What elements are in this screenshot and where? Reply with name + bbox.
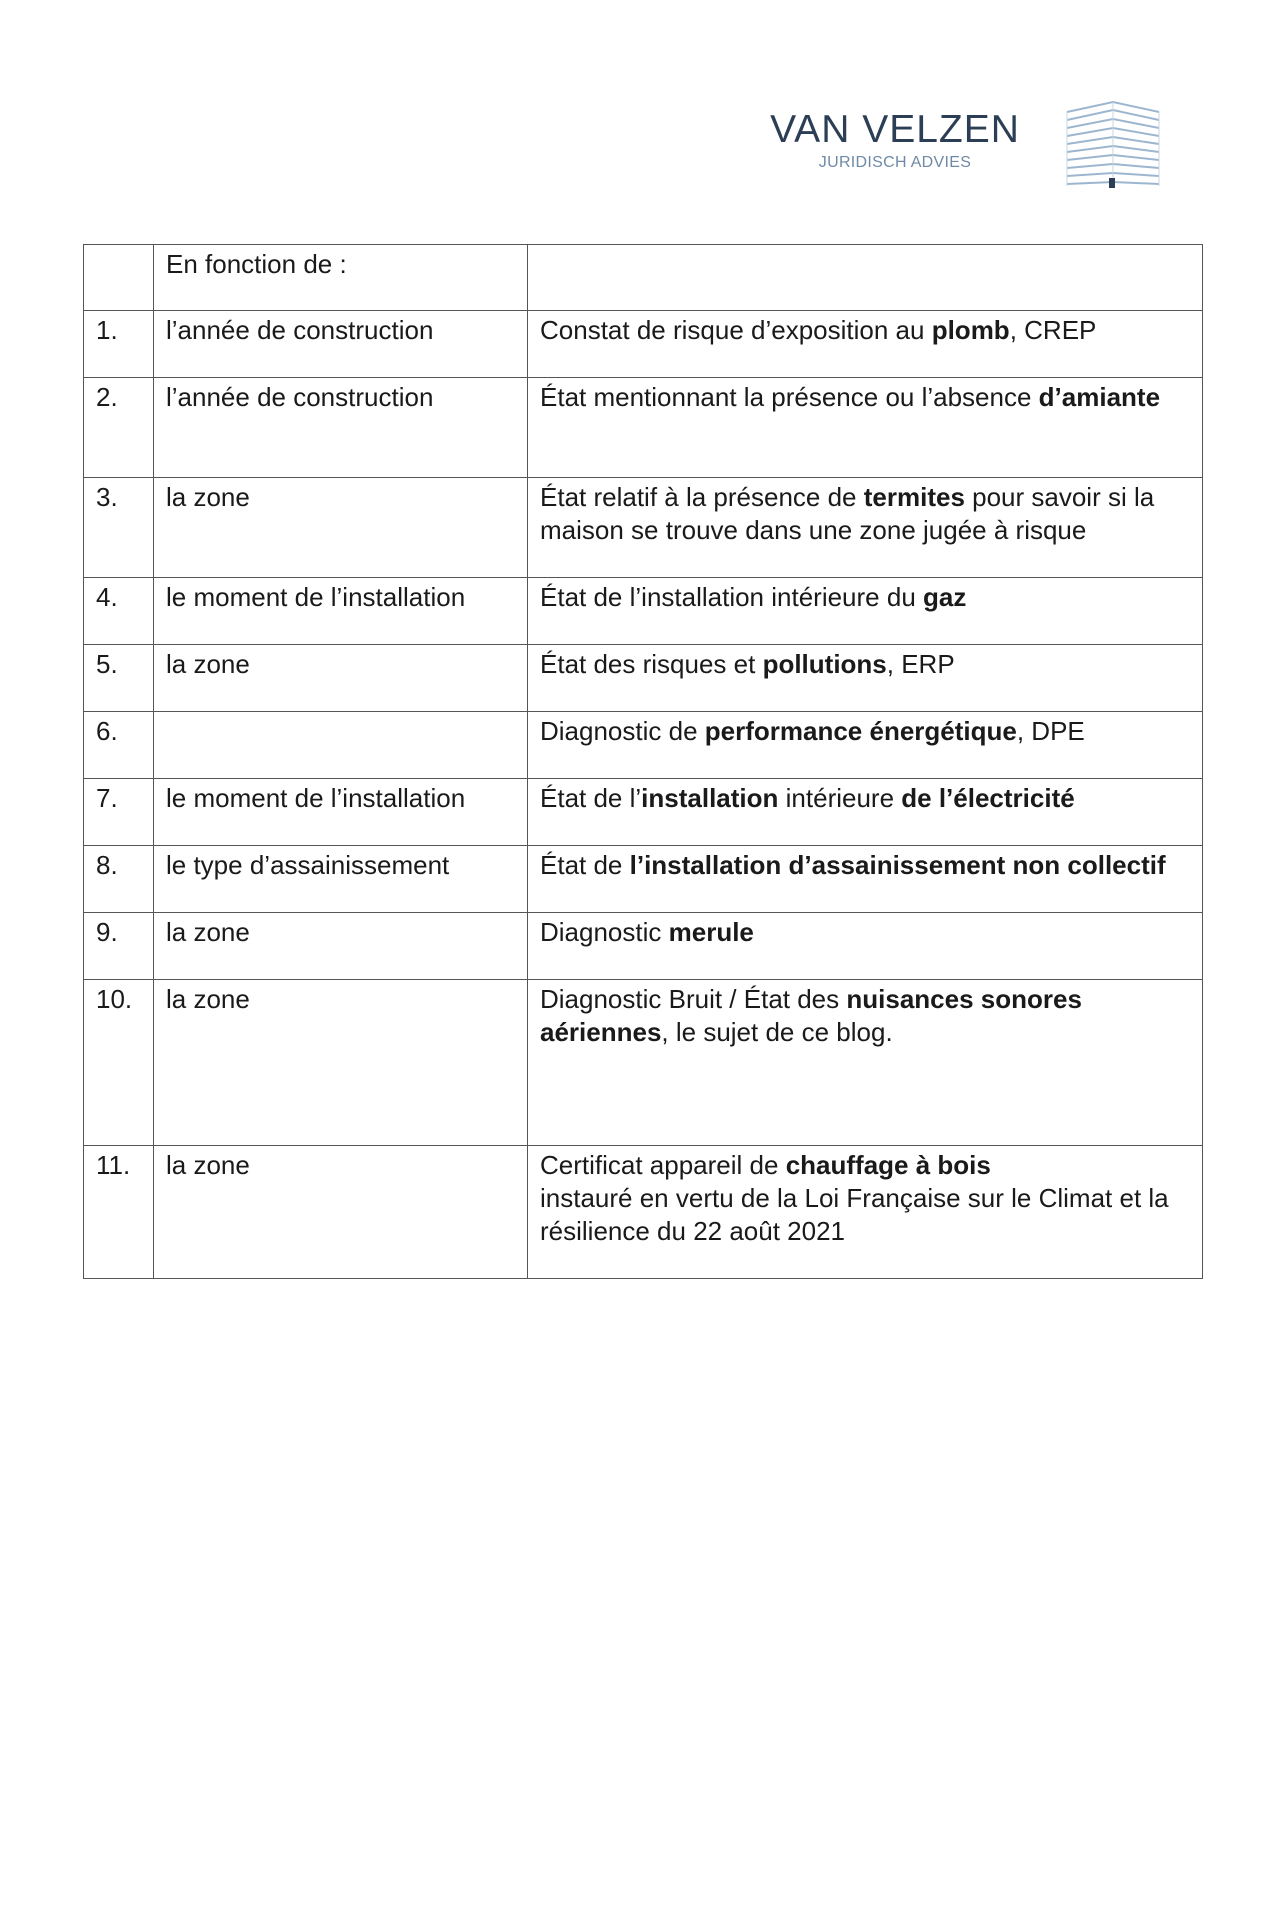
logo-name: VAN VELZEN (770, 108, 1020, 151)
diagnostics-table (83, 244, 1203, 1279)
row-diagnostic-cell (528, 1146, 1203, 1279)
row-criterion-cell: la zone (154, 478, 528, 578)
diagnostic-text: Diagnostic de (540, 716, 705, 746)
row-diagnostic-cell (528, 311, 1203, 378)
row-diagnostic-cell (528, 478, 1203, 578)
diagnostic-text: Diagnostic Bruit / État des (540, 984, 847, 1014)
diagnostic-keyword: merule (668, 917, 754, 947)
diagnostic-keyword: l’installation d’assainissement non collectif (629, 850, 1166, 880)
table-row (84, 645, 1203, 712)
diagnostic-keyword: de l’électricité (901, 783, 1075, 813)
building-icon (1063, 98, 1163, 194)
row-diagnostic-cell (528, 779, 1203, 846)
diagnostic-text: État mentionnant la présence ou l’absence (540, 382, 1039, 412)
row-criterion-cell (154, 712, 528, 779)
row-diagnostic-cell (528, 645, 1203, 712)
row-diagnostic-cell (528, 712, 1203, 779)
row-criterion-cell: la zone (154, 645, 528, 712)
header-diagnostic-cell (528, 245, 1203, 311)
logo-text (770, 108, 1020, 174)
row-criterion-cell: la zone (154, 1146, 528, 1279)
table-row (84, 378, 1203, 478)
diagnostic-text: , ERP (886, 649, 955, 679)
row-diagnostic-cell (528, 378, 1203, 478)
diagnostic-text: , DPE (1016, 716, 1085, 746)
diagnostic-keyword: chauffage à bois (785, 1150, 991, 1180)
diagnostic-keyword: gaz (923, 582, 967, 612)
diagnostic-keyword: plomb (931, 315, 1010, 345)
row-number-cell: 6. (84, 712, 154, 779)
table-row (84, 1146, 1203, 1279)
diagnostic-keyword: performance énergétique (704, 716, 1017, 746)
table-header-row (84, 245, 1203, 311)
company-logo (770, 98, 1170, 198)
row-criterion-cell: le moment de l’installation (154, 578, 528, 645)
table-row (84, 980, 1203, 1146)
row-criterion-cell: le type d’assainissement (154, 846, 528, 913)
row-criterion-cell: la zone (154, 980, 528, 1146)
table-row (84, 712, 1203, 779)
diagnostic-text: , CREP (1009, 315, 1097, 345)
diagnostic-keyword: nuisances sonores aériennes (540, 984, 1082, 1047)
diagnostic-text: pour savoir si la maison se trouve dans une zone jugée à risque (540, 482, 1155, 545)
diagnostic-keyword: d’amiante (1038, 382, 1161, 412)
diagnostic-text: État de l’ (540, 783, 642, 813)
row-criterion-cell: l’année de construction (154, 311, 528, 378)
row-number-cell: 4. (84, 578, 154, 645)
row-diagnostic-cell (528, 578, 1203, 645)
row-diagnostic-cell (528, 913, 1203, 980)
row-criterion-cell: le moment de l’installation (154, 779, 528, 846)
diagnostic-keyword: termites (863, 482, 965, 512)
diagnostic-text: instauré en vertu de la Loi Française sur le Climat et la résilience du 22 août 2021 (540, 1183, 1169, 1246)
table-row (84, 779, 1203, 846)
row-number-cell: 10. (84, 980, 154, 1146)
row-number-cell: 8. (84, 846, 154, 913)
row-diagnostic-cell (528, 980, 1203, 1146)
row-number-cell: 3. (84, 478, 154, 578)
row-diagnostic-cell (528, 846, 1203, 913)
diagnostic-text: État relatif à la présence de (540, 482, 864, 512)
header-criterion-cell: En fonction de : (154, 245, 528, 311)
row-criterion-cell: l’année de construction (154, 378, 528, 478)
diagnostic-text: Constat de risque d’exposition au (540, 315, 932, 345)
row-number-cell: 11. (84, 1146, 154, 1279)
row-criterion-cell: la zone (154, 913, 528, 980)
diagnostic-text: intérieure (778, 783, 902, 813)
row-number-cell: 7. (84, 779, 154, 846)
diagnostic-text: Certificat appareil de (540, 1150, 786, 1180)
logo-subtitle: JURIDISCH ADVIES (818, 154, 972, 171)
table-row (84, 913, 1203, 980)
diagnostic-keyword: pollutions (762, 649, 887, 679)
diagnostic-keyword: installation (641, 783, 779, 813)
row-number-cell: 9. (84, 913, 154, 980)
table-row (84, 311, 1203, 378)
diagnostic-text: État de l’installation intérieure du (540, 582, 924, 612)
table-row (84, 578, 1203, 645)
row-number-cell: 1. (84, 311, 154, 378)
diagnostic-text: État de (540, 850, 630, 880)
table-row (84, 478, 1203, 578)
row-number-cell: 2. (84, 378, 154, 478)
row-number-cell: 5. (84, 645, 154, 712)
header-number-cell (84, 245, 154, 311)
diagnostic-text: , le sujet de ce blog. (661, 1017, 893, 1047)
table-row (84, 846, 1203, 913)
diagnostic-text: État des risques et (540, 649, 763, 679)
diagnostic-text: Diagnostic (540, 917, 669, 947)
